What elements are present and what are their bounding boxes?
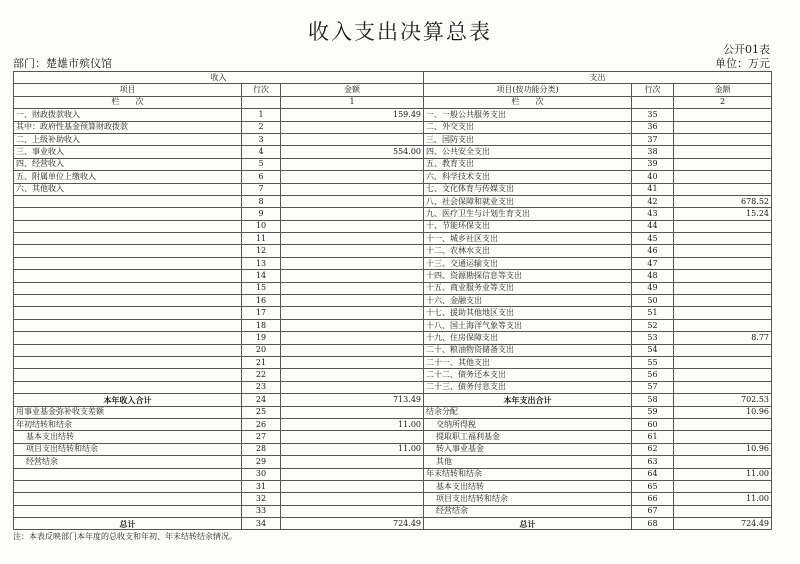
income-item: 用事业基金弥补收支差额 <box>14 406 242 418</box>
expense-item: 二十二、债务还本支出 <box>424 369 632 381</box>
expense-line-no: 46 <box>632 245 674 257</box>
income-amount: 554.00 <box>281 146 424 158</box>
income-line-no: 24 <box>242 394 281 406</box>
expense-amount <box>674 220 772 232</box>
expense-line-no: 44 <box>632 220 674 232</box>
income-item: 基本支出结转 <box>14 431 242 443</box>
expense-amount: 11.00 <box>674 468 772 480</box>
income-amount: 724.49 <box>281 518 424 530</box>
income-line-no: 3 <box>242 133 281 145</box>
income-amount <box>281 480 424 492</box>
income-line-no: 10 <box>242 220 281 232</box>
table-row <box>14 319 772 331</box>
expense-line-no: 60 <box>632 418 674 430</box>
expense-item: 三、国防支出 <box>424 133 632 145</box>
expense-amount <box>674 183 772 195</box>
expense-amount <box>674 233 772 245</box>
expense-amount <box>674 480 772 492</box>
expense-item: 十九、住房保障支出 <box>424 332 632 344</box>
expense-amount: 10.96 <box>674 406 772 418</box>
income-line-no: 17 <box>242 307 281 319</box>
income-amount <box>281 195 424 207</box>
expense-amount <box>674 109 772 121</box>
page-title: 收入支出决算总表 <box>308 20 492 44</box>
expense-item: 二、外交支出 <box>424 121 632 133</box>
table-row <box>14 443 772 455</box>
income-amount <box>281 356 424 368</box>
income-item: 一、财政拨款收入 <box>14 109 242 121</box>
expense-item: 十三、交通运输支出 <box>424 257 632 269</box>
expense-amount: 15.24 <box>674 208 772 220</box>
expense-line-no: 63 <box>632 456 674 468</box>
table-row <box>14 171 772 183</box>
income-item: 本年收入合计 <box>14 394 242 406</box>
income-line-no: 8 <box>242 195 281 207</box>
income-amount <box>281 381 424 393</box>
table-row <box>14 344 772 356</box>
income-item <box>14 356 242 368</box>
table-row <box>14 158 772 170</box>
unit-label: 单位：万元 <box>715 57 770 70</box>
income-amount <box>281 406 424 418</box>
income-amount <box>281 431 424 443</box>
expense-amount: 702.53 <box>674 394 772 406</box>
expense-line-no: 37 <box>632 133 674 145</box>
expense-line-no: 62 <box>632 443 674 455</box>
expense-col-label: 栏 次 <box>424 96 632 108</box>
income-line-no: 13 <box>242 257 281 269</box>
income-amount <box>281 220 424 232</box>
income-item <box>14 195 242 207</box>
expense-line-no: 36 <box>632 121 674 133</box>
income-item <box>14 493 242 505</box>
income-item: 总计 <box>14 518 242 530</box>
income-line-no: 12 <box>242 245 281 257</box>
income-item: 六、其他收入 <box>14 183 242 195</box>
expense-amount <box>674 133 772 145</box>
expense-amount <box>674 456 772 468</box>
expense-item: 七、文化体育与传媒支出 <box>424 183 632 195</box>
expense-amount <box>674 505 772 517</box>
income-line-no: 5 <box>242 158 281 170</box>
expense-amount <box>674 418 772 430</box>
table-row <box>14 418 772 430</box>
expense-item: 十八、国土海洋气象等支出 <box>424 319 632 331</box>
income-item <box>14 220 242 232</box>
income-item: 经营结余 <box>14 456 242 468</box>
expense-amount: 678.52 <box>674 195 772 207</box>
income-amount <box>281 468 424 480</box>
income-amount: 11.00 <box>281 443 424 455</box>
department-label: 部门：楚雄市殡仪馆 <box>13 57 112 70</box>
expense-item: 五、教育支出 <box>424 158 632 170</box>
expense-item: 交纳所得税 <box>424 418 632 430</box>
income-amount <box>281 493 424 505</box>
income-amount: 159.49 <box>281 109 424 121</box>
expense-amount-header: 金额 <box>674 84 772 96</box>
expense-item: 八、社会保障和就业支出 <box>424 195 632 207</box>
expense-line-no: 53 <box>632 332 674 344</box>
expense-line-no: 59 <box>632 406 674 418</box>
income-amount <box>281 121 424 133</box>
table-row <box>14 406 772 418</box>
expense-amount <box>674 369 772 381</box>
expense-amount <box>674 158 772 170</box>
income-line-no: 2 <box>242 121 281 133</box>
expense-item: 转入事业基金 <box>424 443 632 455</box>
expense-amount <box>674 381 772 393</box>
expense-item: 一、一般公共服务支出 <box>424 109 632 121</box>
expense-item: 经营结余 <box>424 505 632 517</box>
income-item: 其中：政府性基金预算财政拨款 <box>14 121 242 133</box>
income-line-header: 行次 <box>242 84 281 96</box>
income-item: 四、经营收入 <box>14 158 242 170</box>
table-row <box>14 146 772 158</box>
expense-line-no: 38 <box>632 146 674 158</box>
expense-amount: 11.00 <box>674 493 772 505</box>
income-amount <box>281 171 424 183</box>
income-amount <box>281 456 424 468</box>
income-line-no: 29 <box>242 456 281 468</box>
income-line-no: 28 <box>242 443 281 455</box>
income-line-no: 23 <box>242 381 281 393</box>
expense-line-no: 45 <box>632 233 674 245</box>
expense-line-no: 64 <box>632 468 674 480</box>
expense-line-no: 41 <box>632 183 674 195</box>
income-amount <box>281 233 424 245</box>
expense-line-no: 48 <box>632 270 674 282</box>
expense-item: 十五、商业服务业等支出 <box>424 282 632 294</box>
expense-amount <box>674 344 772 356</box>
income-amount <box>281 245 424 257</box>
income-col-label: 栏 次 <box>14 96 242 108</box>
expense-item: 四、公共安全支出 <box>424 146 632 158</box>
income-col-line-empty <box>242 96 281 108</box>
expense-item: 结余分配 <box>424 406 632 418</box>
income-item <box>14 505 242 517</box>
expense-line-no: 65 <box>632 480 674 492</box>
expense-line-no: 50 <box>632 295 674 307</box>
income-line-no: 6 <box>242 171 281 183</box>
expense-amount <box>674 245 772 257</box>
income-amount-header: 金额 <box>281 84 424 96</box>
table-row <box>14 381 772 393</box>
income-line-no: 26 <box>242 418 281 430</box>
income-section-header: 收入 <box>14 72 424 84</box>
expense-line-no: 52 <box>632 319 674 331</box>
income-amount <box>281 270 424 282</box>
table-row <box>14 233 772 245</box>
expense-item: 基本支出结转 <box>424 480 632 492</box>
table-row <box>14 356 772 368</box>
expense-col-number: 2 <box>674 96 772 108</box>
table-row <box>14 332 772 344</box>
table-row <box>14 518 772 530</box>
expense-amount: 724.49 <box>674 518 772 530</box>
expense-line-no: 42 <box>632 195 674 207</box>
expense-amount <box>674 356 772 368</box>
income-line-no: 14 <box>242 270 281 282</box>
income-item-header: 项目 <box>14 84 242 96</box>
expense-item: 项目支出结转和结余 <box>424 493 632 505</box>
table-row <box>14 257 772 269</box>
income-item <box>14 233 242 245</box>
income-amount <box>281 332 424 344</box>
income-line-no: 31 <box>242 480 281 492</box>
income-line-no: 4 <box>242 146 281 158</box>
expense-line-no: 40 <box>632 171 674 183</box>
expense-item: 十、节能环保支出 <box>424 220 632 232</box>
income-amount <box>281 208 424 220</box>
form-code: 公开01表 <box>723 43 770 56</box>
income-line-no: 20 <box>242 344 281 356</box>
expense-line-no: 39 <box>632 158 674 170</box>
expense-line-no: 67 <box>632 505 674 517</box>
expense-line-no: 68 <box>632 518 674 530</box>
income-line-no: 25 <box>242 406 281 418</box>
income-amount <box>281 183 424 195</box>
income-amount <box>281 133 424 145</box>
expense-line-no: 49 <box>632 282 674 294</box>
income-amount <box>281 505 424 517</box>
expense-amount <box>674 319 772 331</box>
table-row <box>14 183 772 195</box>
footnote: 注：本表反映部门本年度的总收支和年初、年末结转结余情况。 <box>13 532 237 541</box>
expense-line-no: 61 <box>632 431 674 443</box>
income-item <box>14 257 242 269</box>
expense-line-no: 66 <box>632 493 674 505</box>
income-item: 项目支出结转和结余 <box>14 443 242 455</box>
income-line-no: 9 <box>242 208 281 220</box>
income-line-no: 33 <box>242 505 281 517</box>
income-amount <box>281 369 424 381</box>
income-amount <box>281 295 424 307</box>
income-amount <box>281 282 424 294</box>
expense-line-header: 行次 <box>632 84 674 96</box>
table-row <box>14 195 772 207</box>
income-amount <box>281 344 424 356</box>
income-item <box>14 480 242 492</box>
income-amount: 11.00 <box>281 418 424 430</box>
table-row <box>14 307 772 319</box>
income-item: 五、附属单位上缴收入 <box>14 171 242 183</box>
expense-item: 十二、农林水支出 <box>424 245 632 257</box>
expense-col-line-empty <box>632 96 674 108</box>
expense-amount <box>674 171 772 183</box>
expense-line-no: 35 <box>632 109 674 121</box>
table-row <box>14 431 772 443</box>
expense-amount <box>674 282 772 294</box>
expense-amount <box>674 121 772 133</box>
expense-amount <box>674 257 772 269</box>
table-row <box>14 133 772 145</box>
expense-amount <box>674 270 772 282</box>
expense-item: 二十一、其他支出 <box>424 356 632 368</box>
expense-line-no: 54 <box>632 344 674 356</box>
expense-amount <box>674 295 772 307</box>
table-row <box>14 220 772 232</box>
income-line-no: 22 <box>242 369 281 381</box>
table-row <box>14 295 772 307</box>
income-item <box>14 369 242 381</box>
income-line-no: 11 <box>242 233 281 245</box>
expense-item: 年末结转和结余 <box>424 468 632 480</box>
expense-item-header: 项目(按功能分类) <box>424 84 632 96</box>
table-row <box>14 121 772 133</box>
income-amount <box>281 158 424 170</box>
header-row-col-index <box>14 96 772 108</box>
table-row <box>14 480 772 492</box>
income-item <box>14 295 242 307</box>
expense-amount: 10.96 <box>674 443 772 455</box>
header-row-sections <box>14 72 772 84</box>
income-line-no: 30 <box>242 468 281 480</box>
table-row <box>14 468 772 480</box>
expense-item: 本年支出合计 <box>424 394 632 406</box>
income-item <box>14 282 242 294</box>
expense-line-no: 56 <box>632 369 674 381</box>
expense-item: 十六、金融支出 <box>424 295 632 307</box>
expense-line-no: 51 <box>632 307 674 319</box>
expense-line-no: 47 <box>632 257 674 269</box>
header-row-columns <box>14 84 772 96</box>
income-line-no: 1 <box>242 109 281 121</box>
table-row <box>14 505 772 517</box>
income-line-no: 15 <box>242 282 281 294</box>
expense-amount <box>674 146 772 158</box>
income-line-no: 27 <box>242 431 281 443</box>
expense-item: 总计 <box>424 518 632 530</box>
income-item <box>14 307 242 319</box>
income-line-no: 7 <box>242 183 281 195</box>
income-item <box>14 208 242 220</box>
table-row <box>14 394 772 406</box>
income-item: 三、事业收入 <box>14 146 242 158</box>
expense-item: 提取职工福利基金 <box>424 431 632 443</box>
expense-line-no: 55 <box>632 356 674 368</box>
income-amount <box>281 257 424 269</box>
expense-item: 十一、城乡社区支出 <box>424 233 632 245</box>
income-item <box>14 270 242 282</box>
expense-item: 十四、资源勘探信息等支出 <box>424 270 632 282</box>
table-row <box>14 282 772 294</box>
table-row <box>14 270 772 282</box>
income-line-no: 16 <box>242 295 281 307</box>
income-item <box>14 245 242 257</box>
table-row <box>14 369 772 381</box>
table-row <box>14 493 772 505</box>
expense-item: 二十三、债务付息支出 <box>424 381 632 393</box>
expense-item: 二十、粮油物资储备支出 <box>424 344 632 356</box>
income-amount <box>281 307 424 319</box>
income-line-no: 21 <box>242 356 281 368</box>
expense-amount <box>674 307 772 319</box>
table-row <box>14 109 772 121</box>
table-row <box>14 456 772 468</box>
budget-table <box>13 71 772 530</box>
expense-item: 十七、援助其他地区支出 <box>424 307 632 319</box>
expense-item: 九、医疗卫生与计划生育支出 <box>424 208 632 220</box>
income-col-number: 1 <box>281 96 424 108</box>
expense-section-header: 支出 <box>424 72 772 84</box>
income-item <box>14 468 242 480</box>
income-item <box>14 319 242 331</box>
expense-item: 六、科学技术支出 <box>424 171 632 183</box>
income-line-no: 18 <box>242 319 281 331</box>
income-item <box>14 381 242 393</box>
expense-amount <box>674 431 772 443</box>
income-line-no: 32 <box>242 493 281 505</box>
expense-line-no: 58 <box>632 394 674 406</box>
table-row <box>14 208 772 220</box>
income-amount: 713.49 <box>281 394 424 406</box>
income-line-no: 19 <box>242 332 281 344</box>
income-amount <box>281 319 424 331</box>
income-item <box>14 332 242 344</box>
expense-line-no: 43 <box>632 208 674 220</box>
expense-amount: 8.77 <box>674 332 772 344</box>
expense-line-no: 57 <box>632 381 674 393</box>
table-row <box>14 245 772 257</box>
income-item: 年初结转和结余 <box>14 418 242 430</box>
income-line-no: 34 <box>242 518 281 530</box>
income-item <box>14 344 242 356</box>
income-item: 二、上级补助收入 <box>14 133 242 145</box>
expense-item: 其他 <box>424 456 632 468</box>
